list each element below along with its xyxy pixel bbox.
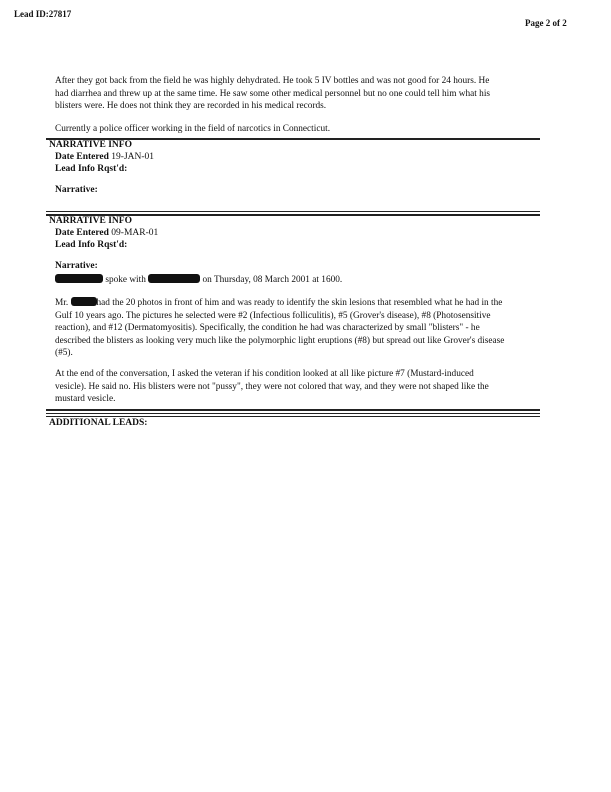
- section-divider: [46, 416, 540, 417]
- date-entered-value: 19-JAN-01: [111, 152, 155, 162]
- redaction-block: [55, 274, 103, 283]
- page-number: Page 2 of 2: [525, 18, 567, 28]
- text-line: mustard vesicle.: [55, 394, 116, 404]
- intro-paragraph: [55, 75, 490, 113]
- redaction-block: [71, 297, 97, 306]
- spoke-text: on Thursday, 08 March 2001 at 1600.: [200, 275, 343, 285]
- text-line: reaction), and #12 (Dermatomyositis). Specifically, the condition he had was characterized by small "blisters" - he: [55, 323, 480, 333]
- section-divider: [46, 211, 540, 212]
- text-line: blisters were. He does not think they are recorded in his medical records.: [55, 101, 327, 111]
- text-line-rest: had the 20 photos in front of him and was ready to identify the skin lesions that resembled what he had in the: [96, 298, 503, 308]
- spoke-with-line: [55, 274, 342, 287]
- date-entered-row: [55, 228, 158, 238]
- section-divider: [46, 413, 540, 414]
- narrative-title: NARRATIVE INFO: [49, 216, 132, 226]
- text-line: vesicle). He said no. His blisters were not "pussy", they were not colored that way, and they were not shaped like the: [55, 381, 489, 392]
- text-line: After they got back from the field he was highly dehydrated. He took 5 IV bottles and was not good for 24 hours. He: [55, 76, 490, 86]
- narrative-title: NARRATIVE INFO: [49, 140, 132, 150]
- date-entered-label: Date Entered: [55, 152, 109, 162]
- lead-info-label: Lead Info Rqst'd:: [55, 240, 128, 250]
- narrative-label: Narrative:: [55, 185, 98, 195]
- photos-paragraph: [55, 297, 504, 360]
- date-entered-row: [55, 152, 154, 162]
- mr-prefix: Mr.: [55, 298, 71, 308]
- additional-leads-title: ADDITIONAL LEADS:: [49, 418, 148, 428]
- text-line: [55, 297, 504, 310]
- conclusion-paragraph: [55, 368, 489, 406]
- text-line: described the blisters as looking very much like the polymorphic light eruptions (#8) but spread out like Grover's disease: [55, 335, 505, 346]
- lead-info-label: Lead Info Rqst'd:: [55, 164, 128, 174]
- date-entered-value: 09-MAR-01: [111, 228, 159, 238]
- redaction-block: [148, 274, 200, 283]
- text-line: had diarrhea and threw up at the same time. He saw some other medical personnel but no one could tell him what his: [55, 88, 491, 99]
- lead-id: Lead ID:27817: [14, 9, 72, 19]
- section-divider: [46, 409, 540, 411]
- text-line: At the end of the conversation, I asked the veteran if his condition looked at all like picture #7 (Mustard-induced: [55, 369, 474, 379]
- intro-paragraph-2: Currently a police officer working in the field of narcotics in Connecticut.: [55, 124, 331, 134]
- spoke-text: spoke with: [103, 275, 149, 285]
- date-entered-label: Date Entered: [55, 228, 109, 238]
- text-line: Gulf 10 years ago. The pictures he selected were #2 (Infectious folliculitis), #5 (Grover's disease), #8 (Photosensitive: [55, 310, 491, 321]
- narrative-label: Narrative:: [55, 261, 98, 271]
- text-line: (#5).: [55, 348, 73, 358]
